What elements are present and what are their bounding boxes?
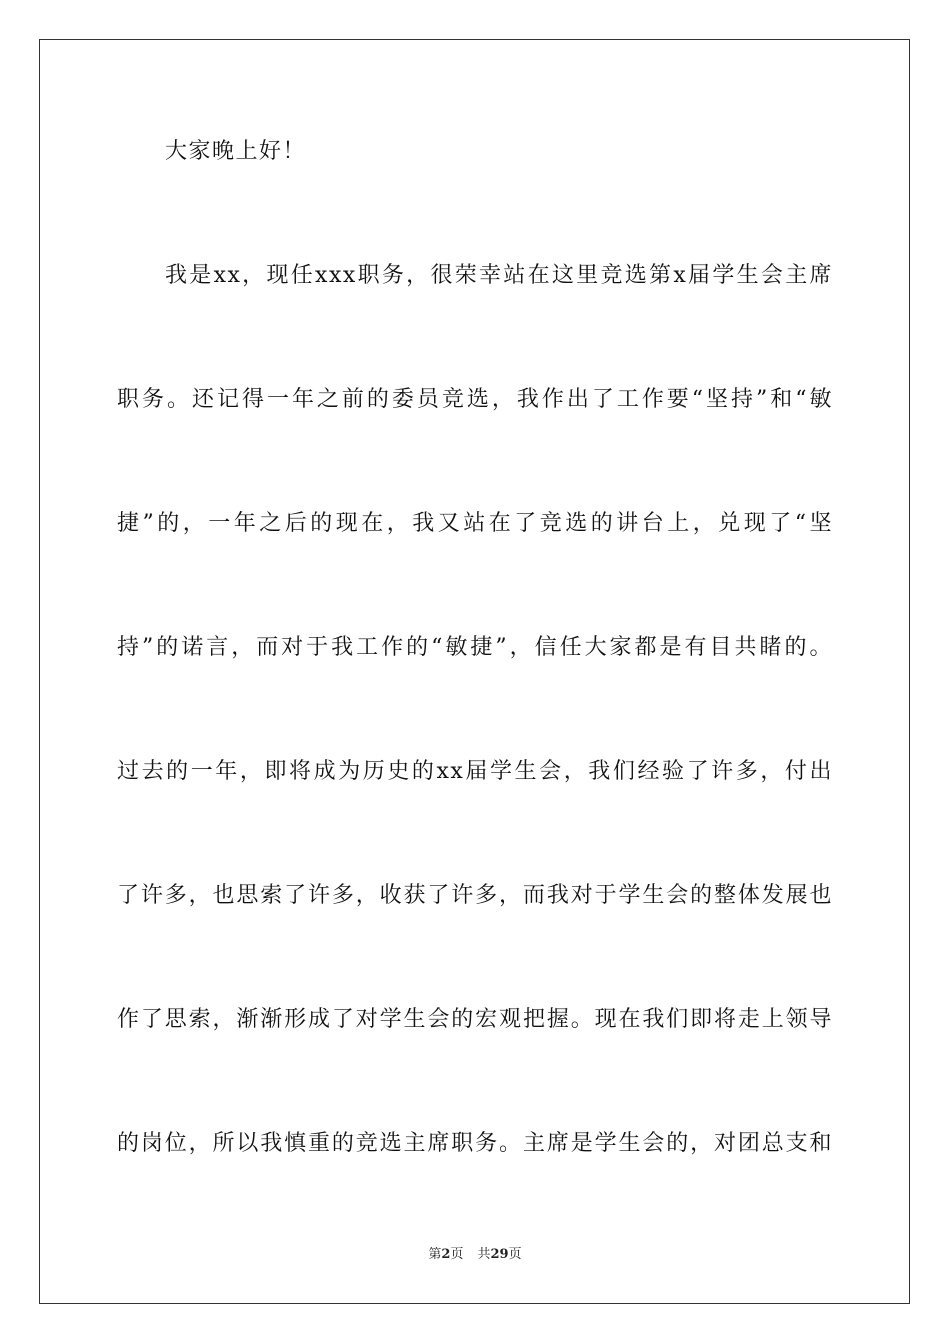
body-line-5: 过去的一年，即将成为历史的xx届学生会，我们经验了许多，付出 [117, 759, 833, 784]
body-line-6: 了许多，也思索了许多，收获了许多，而我对于学生会的整体发展也 [117, 883, 833, 908]
page-suffix: 页 [450, 1247, 464, 1262]
page-prefix: 第 [428, 1247, 442, 1262]
current-page-number: 2 [441, 1247, 451, 1262]
total-suffix: 页 [508, 1247, 522, 1262]
body-line-8: 的岗位，所以我慎重的竞选主席职务。主席是学生会的，对团总支和 [117, 1131, 833, 1156]
body-line-2: 职务。还记得一年之前的委员竞选，我作出了工作要“坚持”和“敏 [117, 387, 833, 412]
body-line-3: 捷”的，一年之后的现在，我又站在了竞选的讲台上，兑现了“坚 [117, 511, 833, 536]
body-line-7: 作了思索，渐渐形成了对学生会的宏观把握。现在我们即将走上领导 [117, 1007, 833, 1032]
body-line-4: 持”的诺言，而对于我工作的“敏捷”，信任大家都是有目共睹的。 [117, 635, 833, 660]
page-frame [39, 39, 910, 1304]
greeting-line: 大家晚上好！ [165, 139, 307, 164]
body-line-1: 我是xx，现任xxx职务，很荣幸站在这里竞选第x届学生会主席 [165, 263, 833, 288]
total-prefix: 共 [477, 1247, 491, 1262]
page-footer [0, 1246, 950, 1264]
total-page-number: 29 [490, 1247, 509, 1262]
